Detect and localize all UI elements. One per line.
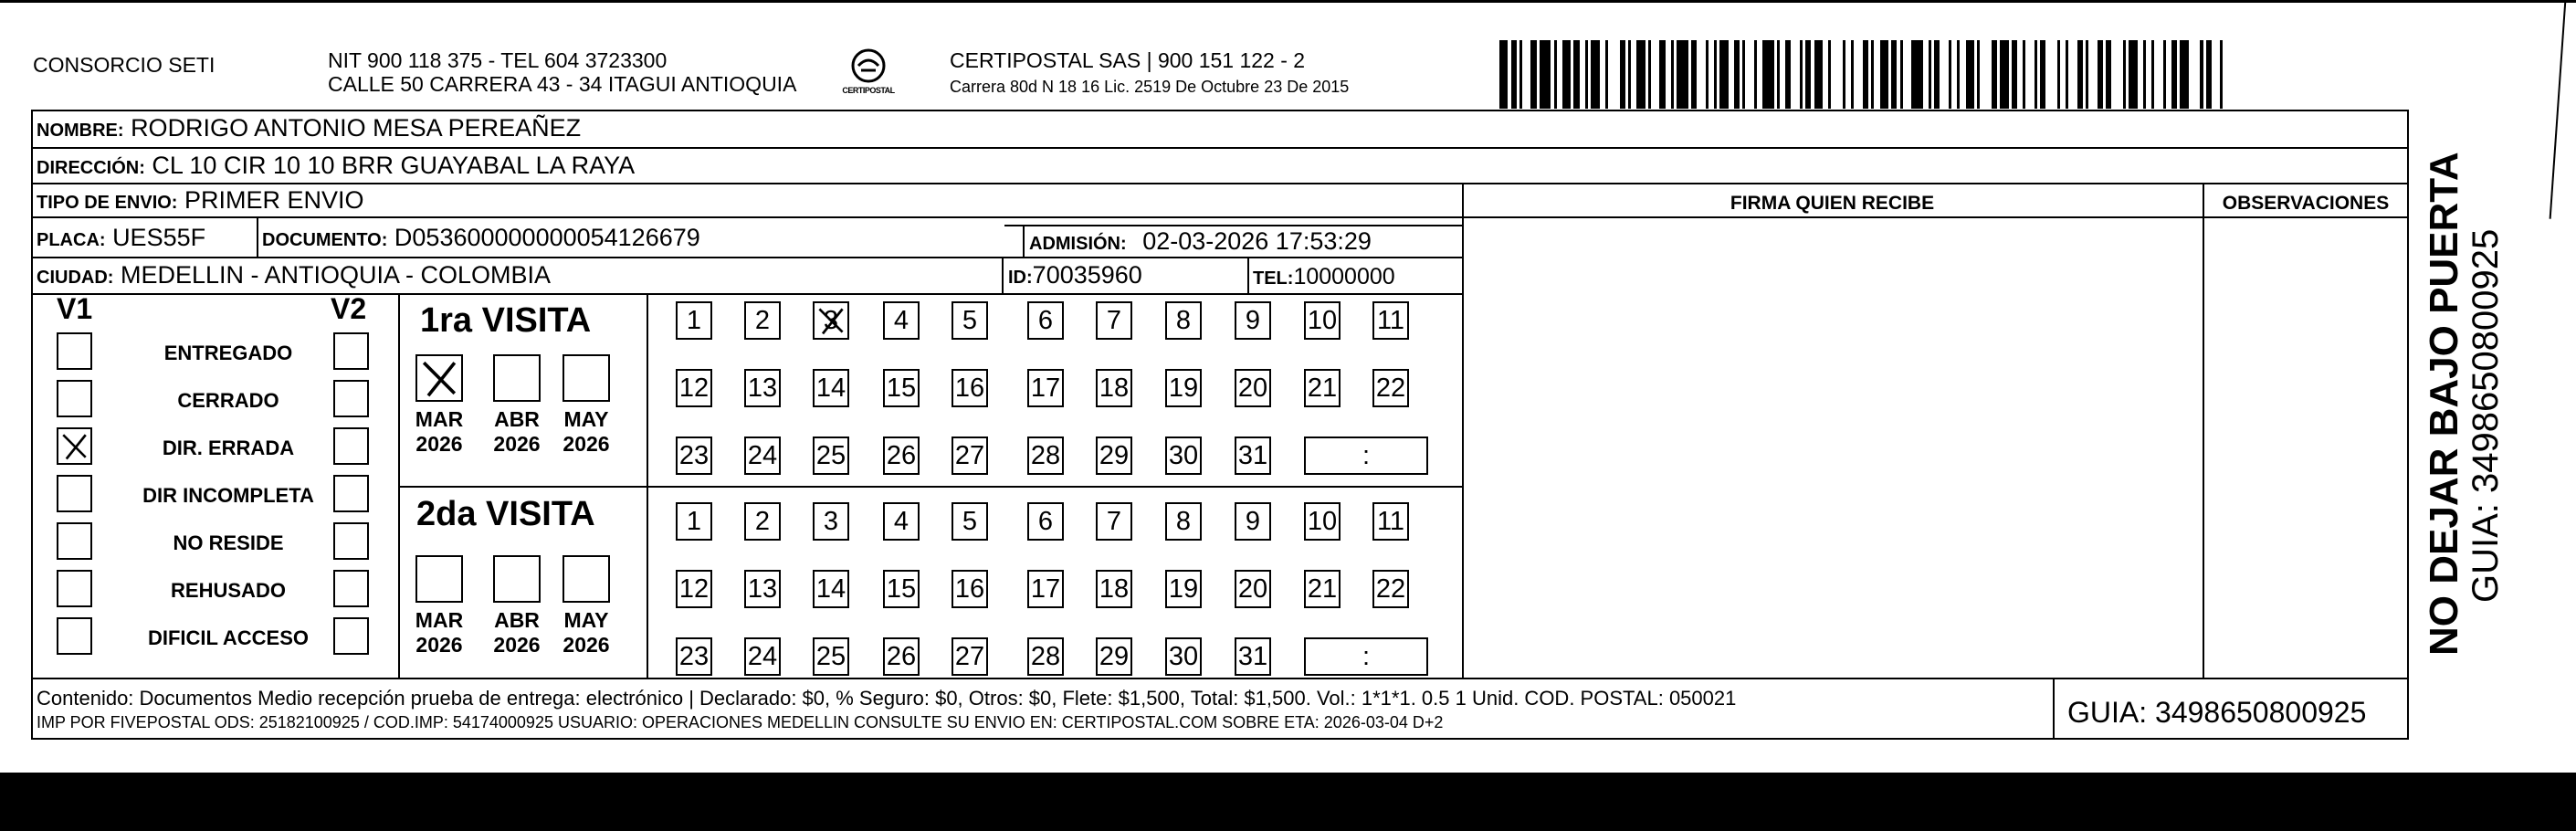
v1-checkbox	[57, 475, 92, 512]
second-visit-day-box: 21	[1304, 570, 1341, 608]
first-visit-day-box: 26	[883, 437, 920, 475]
second-visit-month-label	[485, 608, 549, 657]
check-mark-icon	[58, 429, 90, 463]
first-visit-day-box: 29	[1096, 437, 1132, 475]
barcode-bar	[2180, 40, 2188, 109]
right-edge	[2550, 0, 2567, 219]
check-mark-icon	[815, 303, 847, 338]
placa-field	[37, 224, 205, 254]
barcode	[1499, 40, 2230, 109]
v2-checkbox	[333, 522, 369, 560]
first-visit-month-year: 2026	[563, 432, 610, 456]
first-visit-title: 1ra VISITA	[420, 301, 592, 340]
license-line: Carrera 80d N 18 16 Lic. 2519 De Octubre 23 De 2015	[950, 78, 1350, 96]
v1-checkbox	[57, 522, 92, 560]
second-visit-day-box: 7	[1096, 502, 1132, 541]
address-line: CALLE 50 CARRERA 43 - 34 ITAGUI ANTIOQUIA	[328, 72, 797, 96]
direccion-value: CL 10 CIR 10 10 BRR GUAYABAL LA RAYA	[152, 152, 636, 179]
contenido-line: Contenido: Documentos Medio recepción prueba de entrega: electrónico | Declarado: $0, % Seguro: $0, Otros: $0, Flete: $1,500, Total: $1,500. Vol.: 1*1*1. 0.5 1 Unid. COD. POSTAL: 050021	[37, 687, 1737, 710]
id-field	[1008, 261, 1142, 291]
second-visit-day-box: 8	[1165, 502, 1202, 541]
second-visit-day-box: 6	[1027, 502, 1064, 541]
barcode-bar	[2000, 40, 2008, 109]
first-visit-month-label	[485, 407, 549, 457]
v2-header: V2	[331, 292, 367, 325]
barcode-bar	[1854, 40, 1862, 109]
second-visit-day-box: 12	[676, 570, 712, 608]
first-visit-day-box: 8	[1165, 301, 1202, 340]
admision-value: 02-03-2026 17:53:29	[1142, 227, 1372, 255]
second-visit-day-box: 3	[813, 502, 849, 541]
first-visit-day-box: 27	[952, 437, 988, 475]
bottom-border	[0, 773, 2576, 831]
tipo-value: PRIMER ENVIO	[184, 186, 364, 214]
first-visit-day-box: 10	[1304, 301, 1341, 340]
first-visit-day-box: 25	[813, 437, 849, 475]
second-visit-day-box: 17	[1027, 570, 1064, 608]
first-visit-day-box: 2	[744, 301, 781, 340]
first-visit-day-box: 30	[1165, 437, 1202, 475]
first-visit-month-name: MAR	[415, 407, 464, 431]
first-visit-day-box: 13	[744, 369, 781, 407]
placa-label: PLACA:	[37, 230, 106, 250]
status-label: DIR INCOMPLETA	[142, 484, 314, 507]
nombre-value: RODRIGO ANTONIO MESA PEREAÑEZ	[131, 114, 582, 142]
barcode-bar	[1522, 40, 1530, 109]
barcode-bar	[2111, 40, 2123, 109]
second-visit-day-box: 31	[1235, 637, 1271, 676]
side-guia: GUIA: 3498650800925	[2466, 228, 2506, 603]
second-visit-month-label	[407, 608, 471, 657]
v1-checkbox	[57, 617, 92, 655]
second-visit-month-name: ABR	[494, 608, 540, 632]
first-visit-day-box: 31	[1235, 437, 1271, 475]
id-label: ID:	[1008, 268, 1033, 288]
second-visit-day-box: 18	[1096, 570, 1132, 608]
first-visit-month-box	[415, 354, 463, 402]
carrier-line: CERTIPOSTAL SAS | 900 151 122 - 2	[950, 48, 1306, 72]
observaciones-header: OBSERVACIONES	[2222, 193, 2390, 214]
barcode-bar	[1814, 40, 1823, 109]
second-visit-month-box	[563, 555, 610, 603]
first-visit-day-box: 22	[1372, 369, 1409, 407]
direccion-label: DIRECCIÓN:	[37, 158, 145, 178]
first-visit-day-box: 1	[676, 301, 712, 340]
ciudad-label: CIUDAD:	[37, 268, 114, 288]
second-visit-day-box: 20	[1235, 570, 1271, 608]
tel-label: TEL:	[1253, 268, 1294, 289]
barcode-bar	[2088, 40, 2097, 109]
documento-value: D053600000000054126679	[394, 224, 700, 251]
barcode-bar	[1540, 40, 1551, 109]
v2-checkbox	[333, 570, 369, 607]
direccion-field	[37, 152, 635, 182]
status-label: DIR. ERRADA	[162, 437, 295, 459]
company-name: CONSORCIO SETI	[33, 53, 216, 77]
first-visit-time-box: :	[1304, 437, 1428, 475]
first-visit-day-box: 4	[883, 301, 920, 340]
second-visit-day-box: 11	[1372, 502, 1409, 541]
v2-checkbox	[333, 380, 369, 417]
imp-line: IMP POR FIVEPOSTAL ODS: 25182100925 / COD.IMP: 54174000925 USUARIO: OPERACIONES MEDELLIN CONSULTE SU ENVIO EN: CERTIPOSTAL.COM SOBRE ETA: 2026-03-04 D+2	[37, 713, 1444, 731]
first-visit-day-box: 24	[744, 437, 781, 475]
ciudad-value: MEDELLIN - ANTIOQUIA - COLOMBIA	[120, 261, 552, 289]
second-visit-month-year: 2026	[563, 633, 610, 657]
first-visit-month-label	[407, 407, 471, 457]
barcode-bar	[1791, 40, 1799, 109]
barcode-bar	[1911, 40, 1923, 109]
second-visit-day-box: 15	[883, 570, 920, 608]
first-visit-day-box: 14	[813, 369, 849, 407]
first-visit-month-box	[563, 354, 610, 402]
status-label: REHUSADO	[171, 579, 286, 602]
first-visit-day-box: 9	[1235, 301, 1271, 340]
second-visit-month-label	[554, 608, 618, 657]
second-visit-day-box: 9	[1235, 502, 1271, 541]
ciudad-field	[37, 261, 551, 291]
second-visit-day-box: 13	[744, 570, 781, 608]
second-visit-day-box: 29	[1096, 637, 1132, 676]
first-visit-month-box	[493, 354, 541, 402]
tel-field	[1253, 263, 1395, 292]
first-visit-month-year: 2026	[493, 432, 541, 456]
check-mark-icon	[417, 356, 461, 400]
barcode-bar	[2068, 40, 2077, 109]
first-visit-month-label	[554, 407, 618, 457]
barcode-bar	[1697, 40, 1705, 109]
status-label: ENTREGADO	[163, 342, 293, 364]
barcode-bar	[2154, 40, 2162, 109]
barcode-bar	[2212, 40, 2220, 109]
first-visit-day-box: 21	[1304, 369, 1341, 407]
status-label: DIFICIL ACCESO	[147, 626, 309, 649]
first-visit-day-box: 20	[1235, 369, 1271, 407]
second-visit-month-box	[415, 555, 463, 603]
status-label: NO RESIDE	[173, 531, 284, 554]
v1-checkbox	[57, 570, 92, 607]
second-visit-day-box: 22	[1372, 570, 1409, 608]
first-visit-day-box: 12	[676, 369, 712, 407]
second-visit-day-box: 28	[1027, 637, 1064, 676]
barcode-bar	[1762, 40, 1774, 109]
barcode-bar	[1980, 40, 1992, 109]
nombre-label: NOMBRE:	[37, 121, 124, 141]
tipo-envio-field	[37, 186, 364, 216]
tel-value: 10000000	[1293, 264, 1395, 289]
v2-checkbox	[333, 332, 369, 370]
first-visit-month-name: MAY	[563, 407, 609, 431]
first-visit-day-box: 28	[1027, 437, 1064, 475]
barcode-bar	[1636, 40, 1645, 109]
barcode-bar	[1499, 40, 1508, 109]
second-visit-month-name: MAR	[415, 608, 464, 632]
second-visit-month-year: 2026	[493, 633, 541, 657]
v1-checkbox	[57, 332, 92, 370]
second-visit-day-box: 30	[1165, 637, 1202, 676]
second-visit-day-box: 26	[883, 637, 920, 676]
barcode-bar	[2129, 40, 2137, 109]
second-visit-day-box: 5	[952, 502, 988, 541]
barcode-bar	[1562, 40, 1571, 109]
barcode-bar	[1745, 40, 1753, 109]
documento-field	[262, 224, 700, 254]
status-label: CERRADO	[177, 389, 279, 412]
second-visit-day-box: 10	[1304, 502, 1341, 541]
second-visit-time-box: :	[1304, 637, 1428, 676]
second-visit-day-box: 24	[744, 637, 781, 676]
barcode-bar	[1940, 40, 1948, 109]
barcode-bar	[1719, 40, 1728, 109]
certipostal-logo	[836, 46, 901, 100]
barcode-bar	[2223, 40, 2228, 109]
first-visit-month-name: ABR	[494, 407, 540, 431]
barcode-bar	[1608, 40, 1620, 109]
second-visit-day-box: 25	[813, 637, 849, 676]
no-dejar-notice: NO DEJAR BAJO PUERTA	[2422, 152, 2466, 656]
second-visit-month-year: 2026	[415, 633, 463, 657]
firma-header: FIRMA QUIEN RECIBE	[1730, 193, 1935, 214]
first-visit-day-box: 11	[1372, 301, 1409, 340]
documento-label: DOCUMENTO:	[262, 230, 388, 250]
second-visit-day-box: 16	[952, 570, 988, 608]
barcode-bar	[1966, 40, 1974, 109]
first-visit-day-box: 18	[1096, 369, 1132, 407]
placa-value: UES55F	[112, 224, 206, 251]
logo-caption: CERTIPOSTAL	[842, 86, 895, 95]
barcode-bar	[1651, 40, 1659, 109]
footer-guia: GUIA: 3498650800925	[2067, 696, 2367, 729]
first-visit-day-box: 15	[883, 369, 920, 407]
tipo-label: TIPO DE ENVIO:	[37, 193, 178, 213]
first-visit-day-box: 5	[952, 301, 988, 340]
second-visit-day-box: 4	[883, 502, 920, 541]
top-border	[0, 0, 2576, 3]
second-visit-day-box: 23	[676, 637, 712, 676]
v2-checkbox	[333, 475, 369, 512]
second-visit-title: 2da VISITA	[416, 495, 595, 533]
barcode-bar	[1903, 40, 1911, 109]
v1-checkbox	[57, 380, 92, 417]
first-visit-day-box: 3	[813, 301, 849, 340]
second-visit-day-box: 27	[952, 637, 988, 676]
barcode-bar	[2189, 40, 2201, 109]
first-visit-day-box: 19	[1165, 369, 1202, 407]
barcode-bar	[2025, 40, 2034, 109]
nombre-field	[37, 114, 581, 144]
second-visit-day-box: 19	[1165, 570, 1202, 608]
admision-field	[1029, 227, 1372, 258]
v2-checkbox	[333, 617, 369, 655]
first-visit-month-year: 2026	[415, 432, 463, 456]
barcode-bar	[1880, 40, 1888, 109]
id-value: 70035960	[1032, 261, 1142, 289]
second-visit-day-box: 2	[744, 502, 781, 541]
second-visit-month-name: MAY	[563, 608, 609, 632]
first-visit-day-box: 23	[676, 437, 712, 475]
first-visit-day-box: 7	[1096, 301, 1132, 340]
first-visit-day-box: 17	[1027, 369, 1064, 407]
first-visit-day-box: 16	[952, 369, 988, 407]
second-visit-day-box: 1	[676, 502, 712, 541]
barcode-bar	[2045, 40, 2057, 109]
barcode-bar	[1591, 40, 1599, 109]
admision-label: ADMISIÓN:	[1029, 234, 1127, 254]
nit-line: NIT 900 118 375 - TEL 604 3723300	[328, 48, 668, 72]
v2-checkbox	[333, 427, 369, 465]
v1-header: V1	[57, 292, 93, 325]
barcode-bar	[1831, 40, 1843, 109]
second-visit-day-box: 14	[813, 570, 849, 608]
barcode-bar	[1677, 40, 1688, 109]
first-visit-day-box: 6	[1027, 301, 1064, 340]
v1-checkbox	[57, 427, 92, 465]
second-visit-month-box	[493, 555, 541, 603]
